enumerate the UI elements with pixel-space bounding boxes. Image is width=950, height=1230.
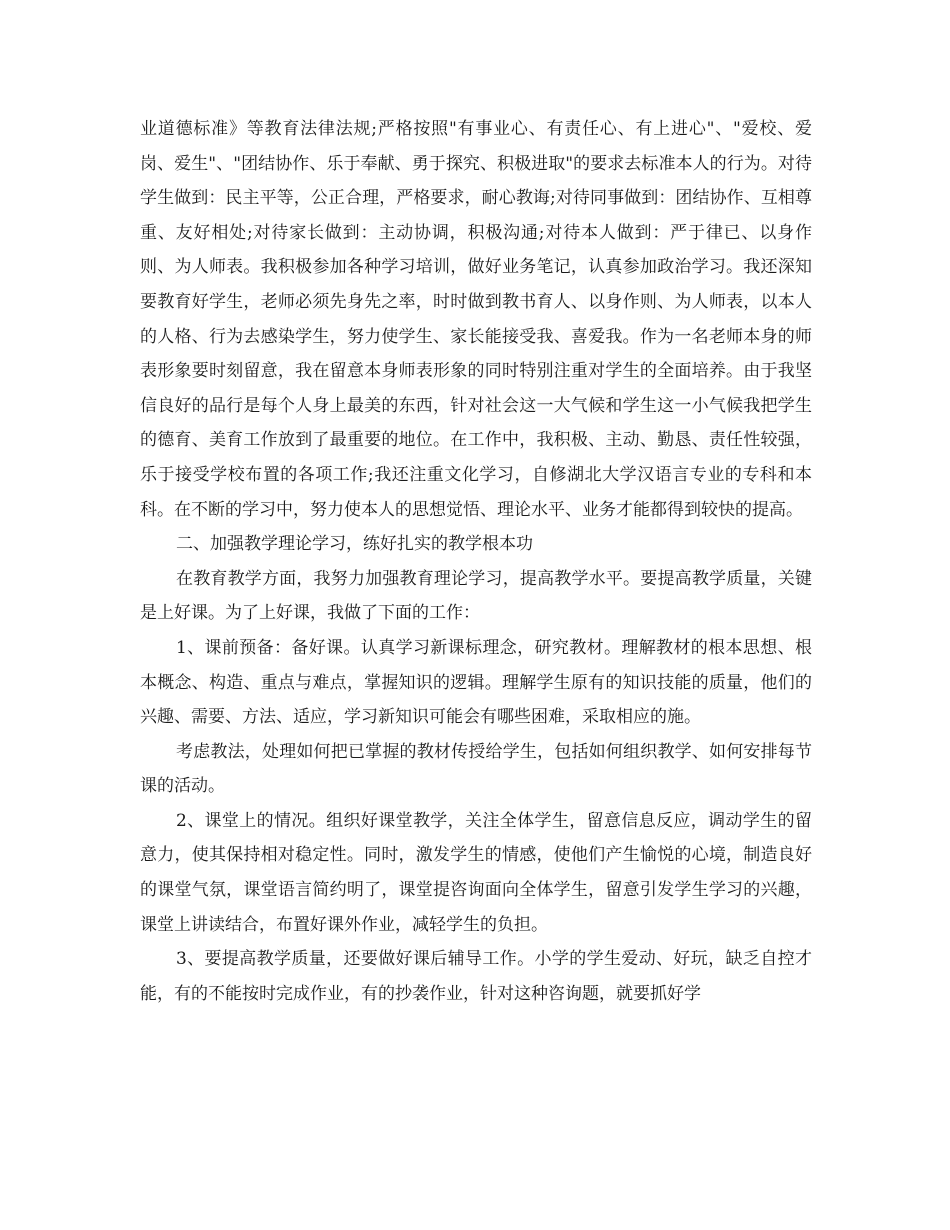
paragraph-teaching-intro: 在教育教学方面，我努力加强教育理论学习，提高教学水平。要提高教学质量，关键是上好课。为了上好课，我做了下面的工作： bbox=[140, 568, 812, 624]
paragraph-lesson-prep: 1、课前预备：备好课。认真学习新课标理念，研究教材。理解教材的根本思想、根本概念、构造、重点与难点，掌握知识的逻辑。理解学生原有的知识技能的质量，他们的兴趣、需要、方法、适应，学习新知识可能会有哪些困难，采取相应的施。 bbox=[140, 637, 812, 728]
paragraph-after-class: 3、要提高教学质量，还要做好课后辅导工作。小学的学生爱动、好玩，缺乏自控才能，有的不能按时完成作业，有的抄袭作业，针对这种咨询题，就要抓好学 bbox=[140, 949, 812, 1004]
section-heading-teaching-theory: 二、加强教学理论学习，练好扎实的教学根本功 bbox=[176, 534, 533, 555]
paragraph-teaching-method: 考虑教法，处理如何把已掌握的教材传授给学生，包括如何组织教学、如何安排每节课的活动。 bbox=[140, 741, 812, 797]
paragraph-ethics: 业道德标准》等教育法律法规;严格按照"有事业心、有责任心、有上进心"、"爱校、爱岗、爱生"、"团结协作、乐于奉献、勇于探究、积极进取"的要求去标准本人的行为。对待学生做到：民主平等，公正合理，严格要求，耐心教诲;对待同事做到：团结协作、互相尊重、友好相处;对待家长做到：主动协调，积极沟通;对待本人做到：严于律已、以身作则、为人师表。我积极参加各种学习培训，做好业务笔记，认真参加政治学习。我还深知要教育好学生，老师必须先身先之率，时时做到教书育人、以身作则、为人师表，以本人的人格、行为去感染学生，努力使学生、家长能接受我、喜爱我。作为一名老师本身的师表形象要时刻留意，我在留意本身师表形象的同时特别注重对学生的全面培养。由于我坚信良好的品行是每个人身上最美的东西，针对社会这一大气候和学生这一小气候我把学生的德育、美育工作放到了最重要的地位。在工作中，我积极、主动、勤恳、责任性较强，乐于接受学校布置的各项工作;我还注重文化学习，自修湖北大学汉语言专业的专科和本科。在不断的学习中，努力使本人的思想觉悟、理论水平、业务才能都得到较快的提高。 bbox=[140, 119, 812, 520]
document-body bbox=[140, 112, 812, 1011]
paragraph-classroom: 2、课堂上的情况。组织好课堂教学，关注全体学生，留意信息反应，调动学生的留意力，使其保持相对稳定性。同时，激发学生的情感，使他们产生愉悦的心境，制造良好的课堂气氛，课堂语言简约明了，课堂提咨询面向全体学生，留意引发学生学习的兴趣，课堂上讲读结合，布置好课外作业，减轻学生的负担。 bbox=[140, 810, 812, 935]
